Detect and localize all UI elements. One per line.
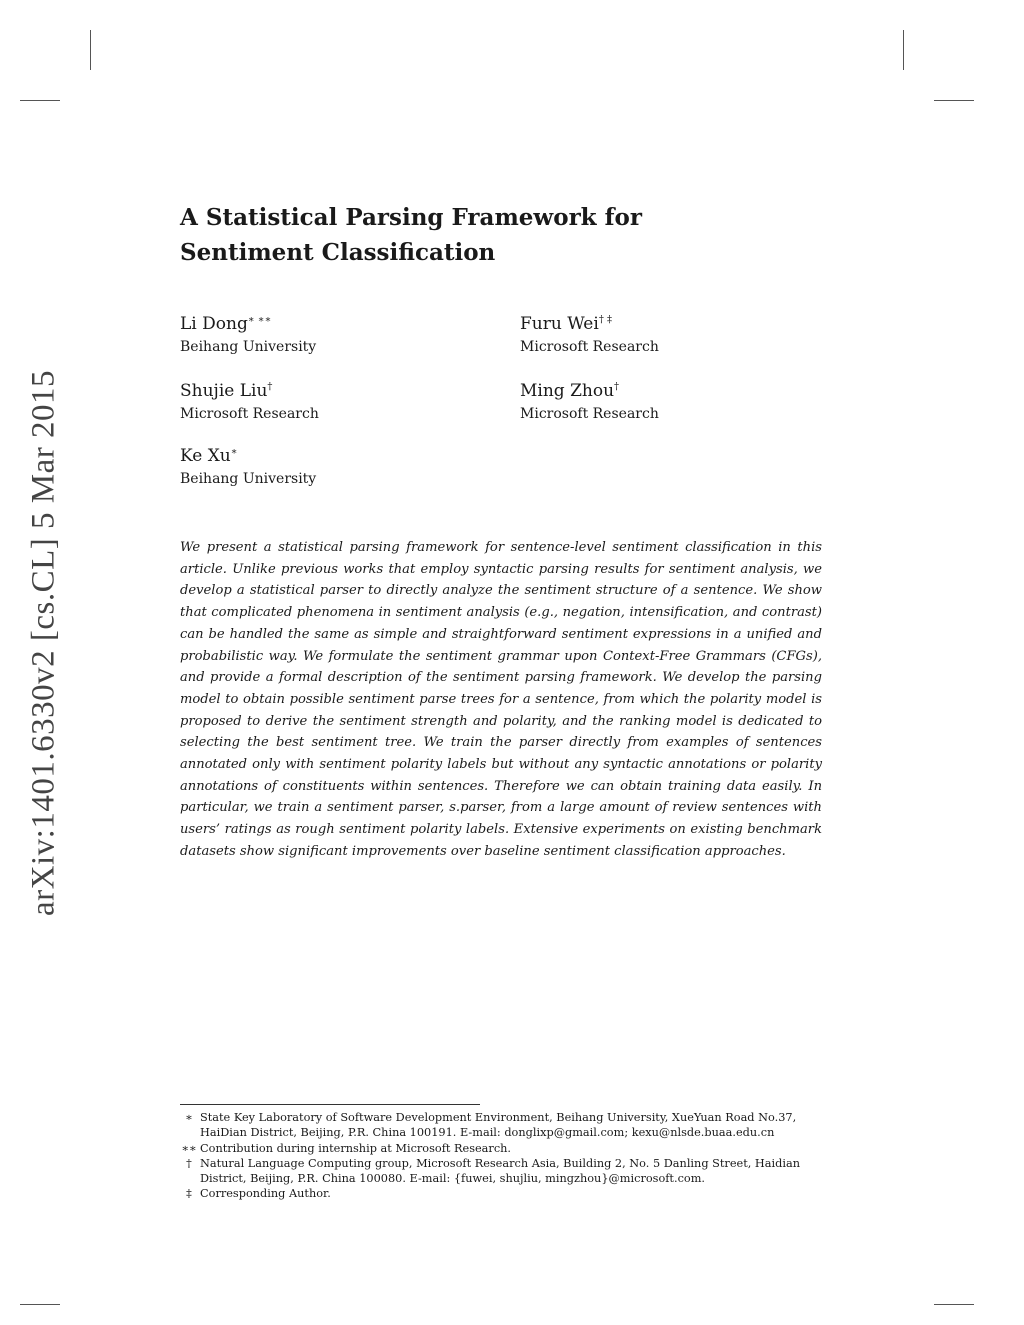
author-block	[180, 313, 316, 357]
author-name: Ke Xu	[180, 446, 231, 466]
author-name: Ming Zhou	[520, 381, 615, 401]
footnote-text: Contribution during internship at Microsoft Research.	[200, 1141, 512, 1155]
author-marks: †	[267, 381, 273, 393]
author-affiliation: Microsoft Research	[520, 406, 659, 422]
author-block	[520, 313, 659, 357]
footnote-text: Natural Language Computing group, Microsoft Research Asia, Building 2, No. 5 Danling Street, Haidian District, Beijing, P.R. China 100080. E-mail: {fuwei, shujliu, mingzhou}@microsoft.com.	[200, 1156, 800, 1186]
footnote-symbol: ‡	[186, 1187, 192, 1201]
footnote-symbol: †	[186, 1156, 192, 1170]
author-name: Furu Wei	[520, 314, 599, 334]
author-affiliation: Microsoft Research	[180, 406, 319, 422]
crop-mark-top-left	[90, 30, 91, 70]
footnote	[180, 1141, 830, 1156]
crop-mark-top-left-h	[20, 100, 60, 101]
footnote-symbol: ∗	[185, 1111, 193, 1124]
arxiv-stamp: arXiv:1401.6330v2 [cs.CL] 5 Mar 2015	[25, 370, 62, 916]
footnote-text: State Key Laboratory of Software Development Environment, Beihang University, XueYuan Road No.37, HaiDian District, Beijing, P.R. China 100191. E-mail: donglixp@gmail.com; kexu@nlsde.buaa.edu.cn	[200, 1111, 797, 1140]
author-marks: ∗ ∗∗	[247, 314, 272, 326]
author-block	[520, 380, 659, 424]
author-marks: †	[614, 381, 620, 393]
title-line-2: Sentiment Classification	[180, 239, 496, 266]
author-affiliation: Beihang University	[180, 471, 317, 487]
crop-mark-top-right-h	[934, 100, 974, 101]
footnote-rule	[180, 1104, 480, 1105]
abstract: We present a statistical parsing framework for sentence-level sentiment classification in this article. Unlike previous works that employ syntactic parsing results for sentiment analysis, we develop a statistical parser to directly analyze the sentiment structure of a sentence. We show that complicated phenomena in sentiment analysis (e.g., negation, intensification, and contrast) can be handled the same as simple and straightforward sentiment expressions in a unified and probabilistic way. We formulate the sentiment grammar upon Context-Free Grammars (CFGs), and provide a formal description of the sentiment parsing framework. We develop the parsing model to obtain possible sentiment parse trees for a sentence, from which the polarity model is proposed to derive the sentiment strength and polarity, and the ranking model is dedicated to selecting the best sentiment tree. We train the parser directly from examples of sentences annotated only with sentiment polarity labels but without any syntactic annotations or polarity annotations of constituents within sentences. Therefore we can obtain training data easily. In particular, we train a sentiment parser, s.parser, from a large amount of review sentences with users’ ratings as rough sentiment polarity labels. Extensive experiments on existing benchmark datasets show significant improvements over baseline sentiment classification approaches.	[180, 540, 822, 859]
footnote	[180, 1156, 830, 1187]
crop-mark-top-right	[903, 30, 904, 70]
author-marks: † ‡	[598, 314, 612, 326]
author-affiliation: Microsoft Research	[520, 339, 659, 355]
paper-title	[180, 200, 800, 270]
footnote	[180, 1186, 830, 1201]
author-block	[180, 380, 319, 424]
crop-mark-bottom-right-h	[934, 1304, 974, 1305]
crop-mark-bottom-left-h	[20, 1304, 60, 1305]
footnotes	[180, 1110, 830, 1202]
author-name: Li Dong	[180, 314, 248, 334]
author-marks: ∗	[230, 446, 238, 458]
footnote-symbol: ∗∗	[181, 1141, 197, 1155]
title-line-1: A Statistical Parsing Framework for	[180, 204, 642, 231]
author-block	[180, 445, 316, 489]
author-name: Shujie Liu	[180, 381, 268, 401]
author-affiliation: Beihang University	[180, 339, 317, 355]
footnote-text: Corresponding Author.	[200, 1187, 331, 1201]
footnote	[180, 1110, 830, 1141]
